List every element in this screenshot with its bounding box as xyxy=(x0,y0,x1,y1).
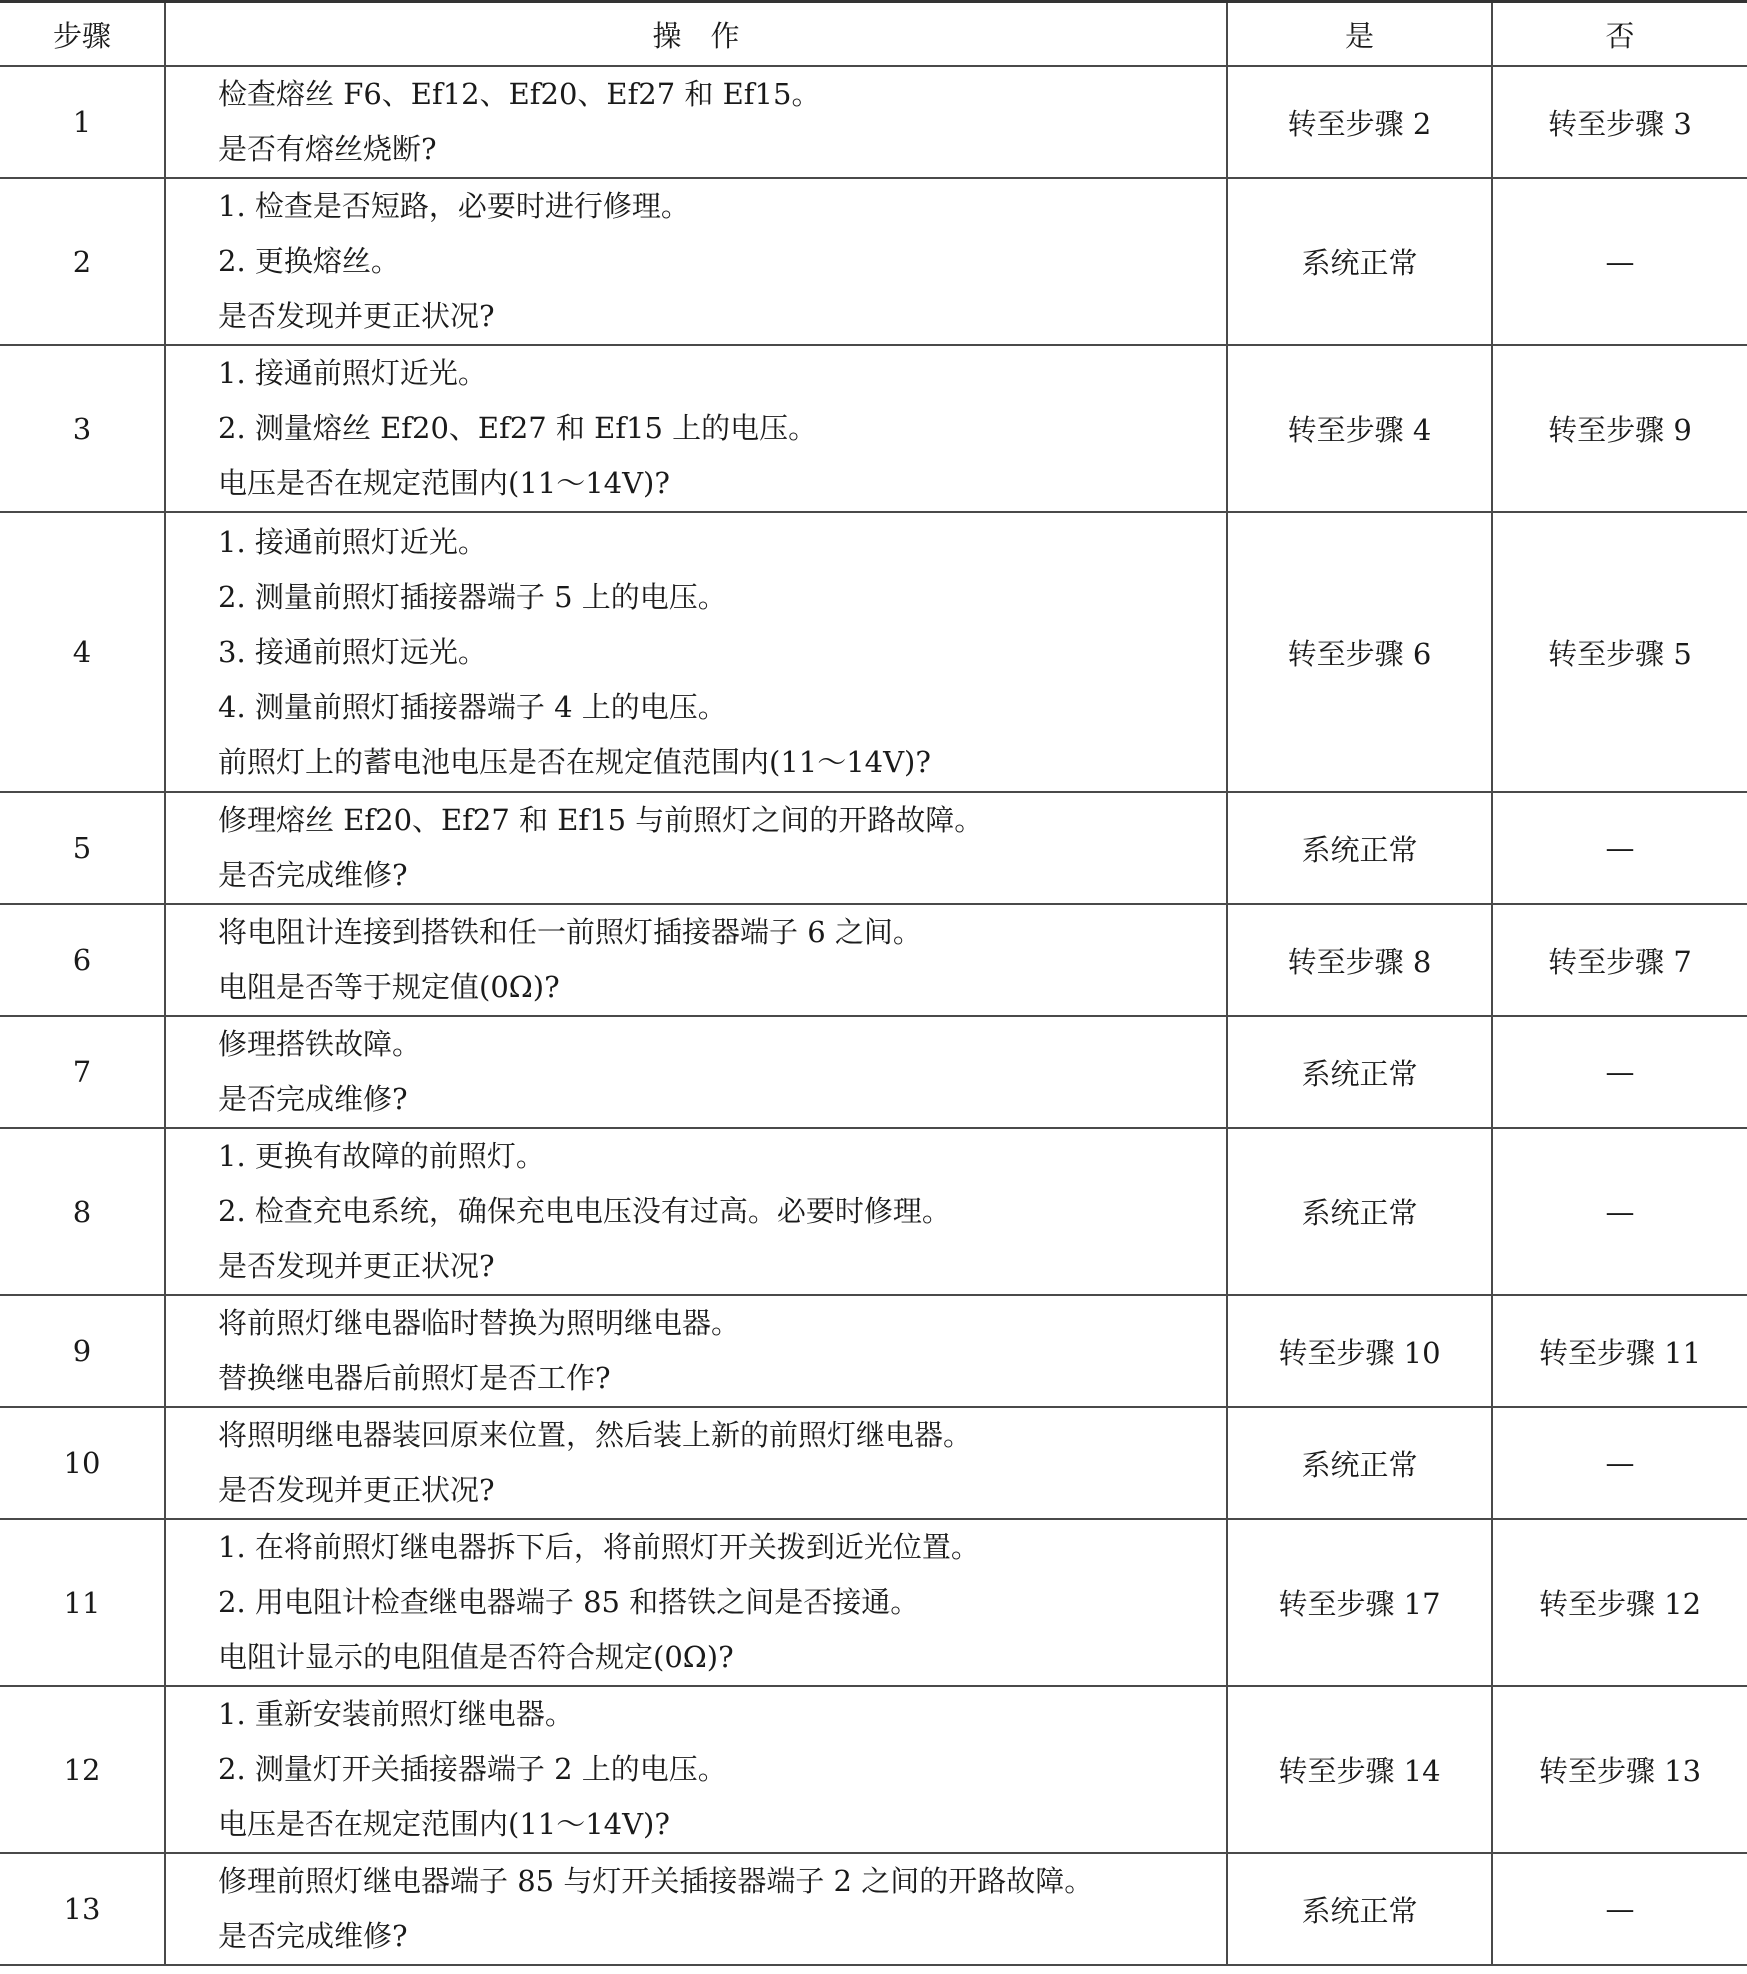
step-number-cell: 1 xyxy=(0,66,165,178)
operation-cell xyxy=(165,904,1227,1016)
operation-line: 修理熔丝 Ef20、Ef27 和 Ef15 与前照灯之间的开路故障。 xyxy=(218,803,984,837)
operation-cell xyxy=(165,1128,1227,1295)
operation-line: 2. 测量灯开关插接器端子 2 上的电压。 xyxy=(218,1752,727,1786)
yes-result-cell: 转至步骤 8 xyxy=(1227,904,1492,1016)
operation-line: 是否完成维修? xyxy=(218,858,408,892)
operation-cell xyxy=(165,1016,1227,1128)
operation-line: 4. 测量前照灯插接器端子 4 上的电压。 xyxy=(218,689,727,724)
operation-line: 是否发现并更正状况? xyxy=(218,299,495,333)
no-result-cell: — xyxy=(1492,1016,1747,1128)
table-row xyxy=(0,512,1747,792)
step-number-cell: 5 xyxy=(0,792,165,904)
table-row xyxy=(0,178,1747,345)
step-number-cell: 6 xyxy=(0,904,165,1016)
operation-line: 2. 测量熔丝 Ef20、Ef27 和 Ef15 上的电压。 xyxy=(218,411,818,445)
table-row xyxy=(0,1016,1747,1128)
step-number-cell: 8 xyxy=(0,1128,165,1295)
yes-result-cell: 系统正常 xyxy=(1227,792,1492,904)
no-result-cell: 转至步骤 9 xyxy=(1492,345,1747,512)
table-row xyxy=(0,1295,1747,1407)
table-row xyxy=(0,792,1747,904)
yes-result-cell: 系统正常 xyxy=(1227,178,1492,345)
step-number-cell: 13 xyxy=(0,1853,165,1965)
operation-line: 1. 重新安装前照灯继电器。 xyxy=(218,1697,574,1731)
operation-line: 电阻是否等于规定值(0Ω)? xyxy=(218,970,560,1004)
header-no: 否 xyxy=(1492,2,1747,67)
step-number-cell: 3 xyxy=(0,345,165,512)
no-result-cell: 转至步骤 13 xyxy=(1492,1686,1747,1853)
operation-cell xyxy=(165,1853,1227,1965)
operation-cell xyxy=(165,178,1227,345)
operation-line: 1. 在将前照灯继电器拆下后，将前照灯开关拨到近光位置。 xyxy=(218,1530,980,1564)
operation-cell xyxy=(165,1686,1227,1853)
operation-line: 1. 接通前照灯近光。 xyxy=(218,356,487,390)
operation-line: 是否有熔丝烧断? xyxy=(218,132,437,166)
operation-line: 检查熔丝 F6、Ef12、Ef20、Ef27 和 Ef15。 xyxy=(218,77,821,111)
no-result-cell: 转至步骤 5 xyxy=(1492,512,1747,792)
yes-result-cell: 转至步骤 6 xyxy=(1227,512,1492,792)
no-result-cell: — xyxy=(1492,1853,1747,1965)
no-result-cell: 转至步骤 11 xyxy=(1492,1295,1747,1407)
no-result-cell: 转至步骤 12 xyxy=(1492,1519,1747,1686)
operation-line: 修理搭铁故障。 xyxy=(218,1027,422,1061)
operation-cell xyxy=(165,1407,1227,1519)
operation-line: 是否完成维修? xyxy=(218,1919,408,1953)
operation-line: 是否发现并更正状况? xyxy=(218,1249,495,1283)
table-row xyxy=(0,1128,1747,1295)
operation-cell xyxy=(165,792,1227,904)
no-result-cell: 转至步骤 3 xyxy=(1492,66,1747,178)
table-row xyxy=(0,1853,1747,1965)
operation-line: 是否发现并更正状况? xyxy=(218,1473,495,1507)
operation-line: 将电阻计连接到搭铁和任一前照灯插接器端子 6 之间。 xyxy=(218,915,922,949)
operation-line: 2. 测量前照灯插接器端子 5 上的电压。 xyxy=(218,579,727,614)
operation-line: 1. 接通前照灯近光。 xyxy=(218,524,487,559)
operation-cell xyxy=(165,512,1227,792)
step-number-cell: 4 xyxy=(0,512,165,792)
operation-cell xyxy=(165,1295,1227,1407)
operation-line: 将照明继电器装回原来位置，然后装上新的前照灯继电器。 xyxy=(218,1418,973,1452)
no-result-cell: — xyxy=(1492,792,1747,904)
yes-result-cell: 转至步骤 4 xyxy=(1227,345,1492,512)
yes-result-cell: 系统正常 xyxy=(1227,1407,1492,1519)
table-row xyxy=(0,1407,1747,1519)
operation-line: 2. 检查充电系统，确保充电电压没有过高。必要时修理。 xyxy=(218,1194,951,1228)
step-number-cell: 2 xyxy=(0,178,165,345)
table-row xyxy=(0,1686,1747,1853)
no-result-cell: — xyxy=(1492,1128,1747,1295)
header-row xyxy=(0,2,1747,67)
operation-line: 3. 接通前照灯远光。 xyxy=(218,634,487,669)
step-number-cell: 11 xyxy=(0,1519,165,1686)
yes-result-cell: 转至步骤 17 xyxy=(1227,1519,1492,1686)
yes-result-cell: 系统正常 xyxy=(1227,1016,1492,1128)
yes-result-cell: 转至步骤 10 xyxy=(1227,1295,1492,1407)
operation-cell xyxy=(165,66,1227,178)
operation-line: 前照灯上的蓄电池电压是否在规定值范围内(11～14V)? xyxy=(218,744,931,779)
operation-cell xyxy=(165,345,1227,512)
yes-result-cell: 系统正常 xyxy=(1227,1128,1492,1295)
operation-cell xyxy=(165,1519,1227,1686)
operation-line: 2. 更换熔丝。 xyxy=(218,244,400,278)
step-number-cell: 9 xyxy=(0,1295,165,1407)
header-operation: 操 作 xyxy=(165,2,1227,67)
yes-result-cell: 转至步骤 14 xyxy=(1227,1686,1492,1853)
table-row xyxy=(0,1519,1747,1686)
yes-result-cell: 转至步骤 2 xyxy=(1227,66,1492,178)
yes-result-cell: 系统正常 xyxy=(1227,1853,1492,1965)
table-row xyxy=(0,904,1747,1016)
operation-line: 电阻计显示的电阻值是否符合规定(0Ω)? xyxy=(218,1640,734,1674)
no-result-cell: — xyxy=(1492,1407,1747,1519)
table-body xyxy=(0,66,1747,1965)
no-result-cell: 转至步骤 7 xyxy=(1492,904,1747,1016)
step-number-cell: 12 xyxy=(0,1686,165,1853)
operation-line: 电压是否在规定范围内(11～14V)? xyxy=(218,1807,670,1841)
step-number-cell: 10 xyxy=(0,1407,165,1519)
operation-line: 将前照灯继电器临时替换为照明继电器。 xyxy=(218,1306,741,1340)
operation-line: 修理前照灯继电器端子 85 与灯开关插接器端子 2 之间的开路故障。 xyxy=(218,1864,1094,1898)
table-row xyxy=(0,345,1747,512)
operation-line: 1. 检查是否短路，必要时进行修理。 xyxy=(218,189,690,223)
operation-line: 2. 用电阻计检查继电器端子 85 和搭铁之间是否接通。 xyxy=(218,1585,920,1619)
operation-line: 1. 更换有故障的前照灯。 xyxy=(218,1139,545,1173)
no-result-cell: — xyxy=(1492,178,1747,345)
operation-line: 是否完成维修? xyxy=(218,1082,408,1116)
operation-line: 电压是否在规定范围内(11～14V)? xyxy=(218,466,670,500)
operation-line: 替换继电器后前照灯是否工作? xyxy=(218,1361,611,1395)
header-yes: 是 xyxy=(1227,2,1492,67)
step-number-cell: 7 xyxy=(0,1016,165,1128)
header-step: 步骤 xyxy=(0,2,165,67)
table-row xyxy=(0,66,1747,178)
